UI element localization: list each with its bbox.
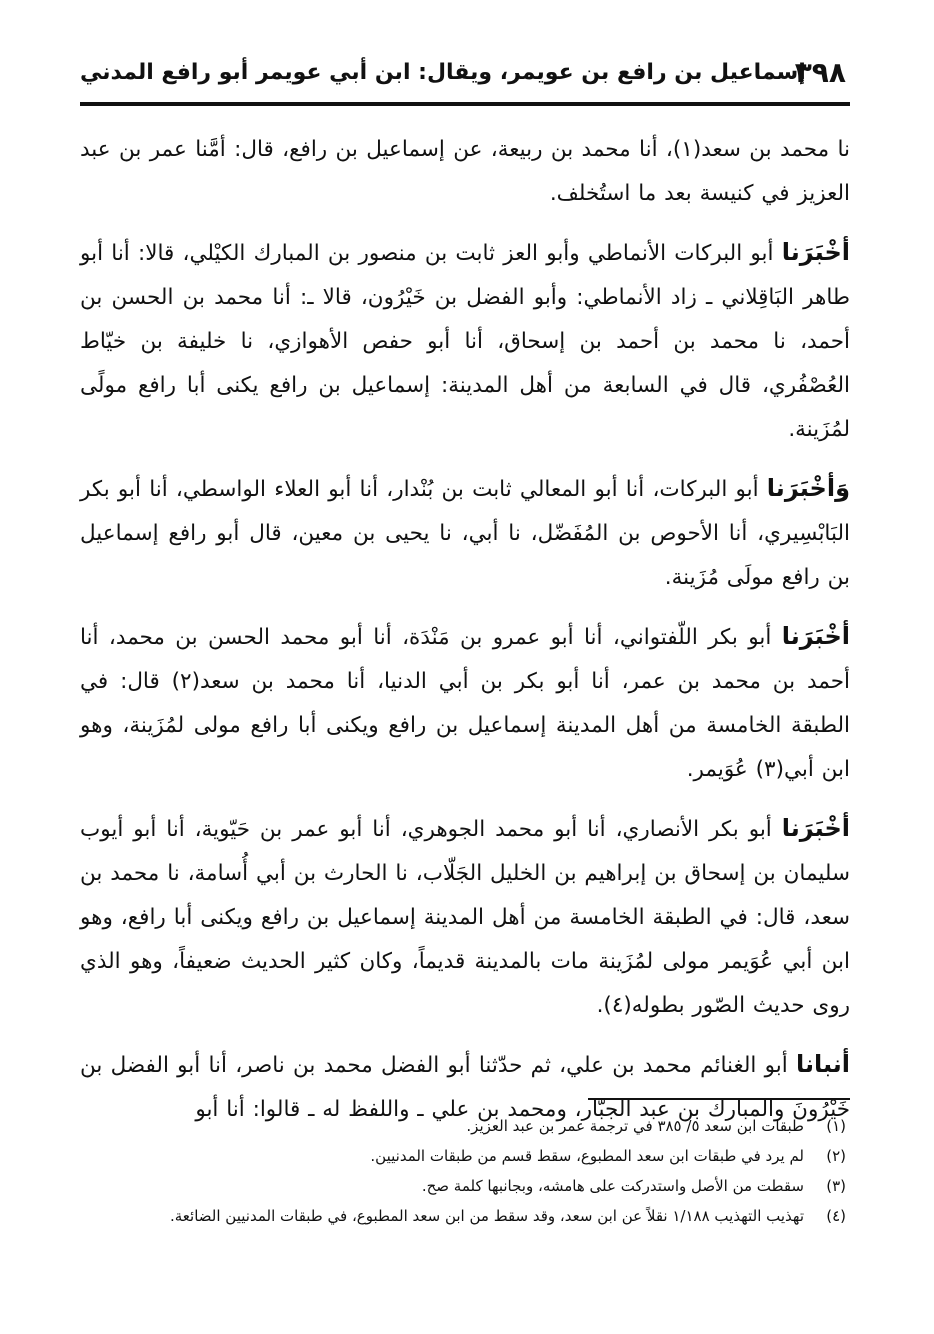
header-divider <box>80 102 850 106</box>
footnote-text: تهذيب التهذيب ١/١٨٨ نقلاً عن ابن سعد، وقد سقط من ابن سعد المطبوع، في طبقات المدنيين الضائعة. <box>170 1207 804 1225</box>
paragraph-lead: أنبانا <box>795 1050 851 1078</box>
paragraph-body: أبو بكر الأنصاري، أنا أبو محمد الجوهري، أنا أبو عمر بن حَيّوية، أنا أبو أيوب سليمان بن إسحاق بن إبراهيم بن الخليل الجَلّاب، نا الحارث بن أبي أُسامة، نا محمد بن سعد، قال: في الطبقة الخامسة من أهل المدينة إسماعيل بن رافع ويكنى أبا رافع، وهو ابن أبي عُوَيمر مولى لمُزَينة مات بالمدينة قديماً، وكان كثير الحديث ضعيفاً، وهو الذي روى حديث الصّور بطوله(٤). <box>80 817 850 1018</box>
footnote <box>80 1112 850 1140</box>
paragraph-lead: أخْبَرَنا <box>781 814 850 842</box>
footnote-number: (٣) <box>826 1177 846 1195</box>
footnote-text: سقطت من الأصل واستدركت على هامشه، وبجانبها كلمة صح. <box>421 1177 804 1195</box>
footnote-text: طبقات ابن سعد ٥/ ٣٨٥ في ترجمة عمر بن عبد العزيز. <box>466 1117 804 1135</box>
paragraph <box>80 230 850 452</box>
paragraph-body: نا محمد بن سعد(١)، أنا محمد بن ربيعة، عن إسماعيل بن رافع، قال: أمَّنا عمر بن عبد العزيز في كنيسة بعد ما استُخلف. <box>80 137 850 206</box>
paragraph-body: أبو البركات الأنماطي وأبو العز ثابت بن منصور بن المبارك الكيْلي، قالا: أنا أبو طاهر البَاقِلاني ـ زاد الأنماطي: وأبو الفضل بن خَيْرُون، قالا ـ: أنا محمد بن الحسن بن أحمد، نا محمد بن أحمد بن إسحاق، أنا أبو حفص الأهوازي، نا خليفة بن خيّاط العُصْفُري، قال في السابعة من أهل المدينة: إسماعيل بن رافع يكنى أبا رافع مولًى لمُزَينة. <box>80 241 850 442</box>
page-header <box>80 50 850 110</box>
page-number: ٣٩٨ <box>794 56 846 89</box>
footnote-number: (١) <box>826 1117 846 1135</box>
main-text <box>80 126 850 1146</box>
footnote-number: (٤) <box>826 1207 846 1225</box>
paragraph-lead: أخْبَرَنا <box>781 238 850 266</box>
footnote <box>80 1142 850 1170</box>
paragraph <box>80 614 850 792</box>
paragraph-lead: وَأخْبَرَنا <box>766 474 850 502</box>
footnote <box>80 1202 850 1230</box>
paragraph <box>80 806 850 1028</box>
footnote <box>80 1172 850 1200</box>
paragraph-body: أبو البركات، أنا أبو المعالي ثابت بن بُنْدار، أنا أبو العلاء الواسطي، أنا أبو بكر البَابْسِيري، أنا الأحوص بن المُفَضّل، نا أبي، نا يحيى بن معين، قال أبو رافع إسماعيل بن رافع مولَى مُزَينة. <box>80 477 850 590</box>
paragraph-body: أبو بكر اللّفتواني، أنا أبو عمرو بن مَنْدَة، أنا أبو محمد الحسن بن محمد، أنا أحمد بن محمد بن عمر، أنا أبو بكر بن أبي الدنيا، أنا محمد بن سعد(٢) قال: في الطبقة الخامسة من أهل المدينة إسماعيل بن رافع ويكنى أبا رافع مولى لمُزَينة، وهو ابن أبي(٣) عُوَيمر. <box>80 625 850 782</box>
running-title: إسماعيل بن رافع بن عويمر، ويقال: ابن أبي عويمر أبو رافع المدني <box>80 60 806 85</box>
paragraph <box>80 466 850 600</box>
paragraph-lead: أخْبَرَنا <box>781 622 850 650</box>
footnotes <box>80 1112 850 1232</box>
footnote-text: لم يرد في طبقات ابن سعد المطبوع، سقط قسم من طبقات المدنيين. <box>370 1147 804 1165</box>
paragraph-body: أبو الغنائم محمد بن علي، ثم حدّثنا أبو الفضل محمد بن ناصر، أنا أبو الفضل بن خَيْرُونَ والمبارك بن عبد الجبّار، ومحمد بن علي ـ واللفظ له ـ قالوا: أنا أبو <box>80 1053 850 1122</box>
paragraph <box>80 126 850 216</box>
footnote-divider <box>588 1098 850 1100</box>
footnote-number: (٢) <box>826 1147 846 1165</box>
